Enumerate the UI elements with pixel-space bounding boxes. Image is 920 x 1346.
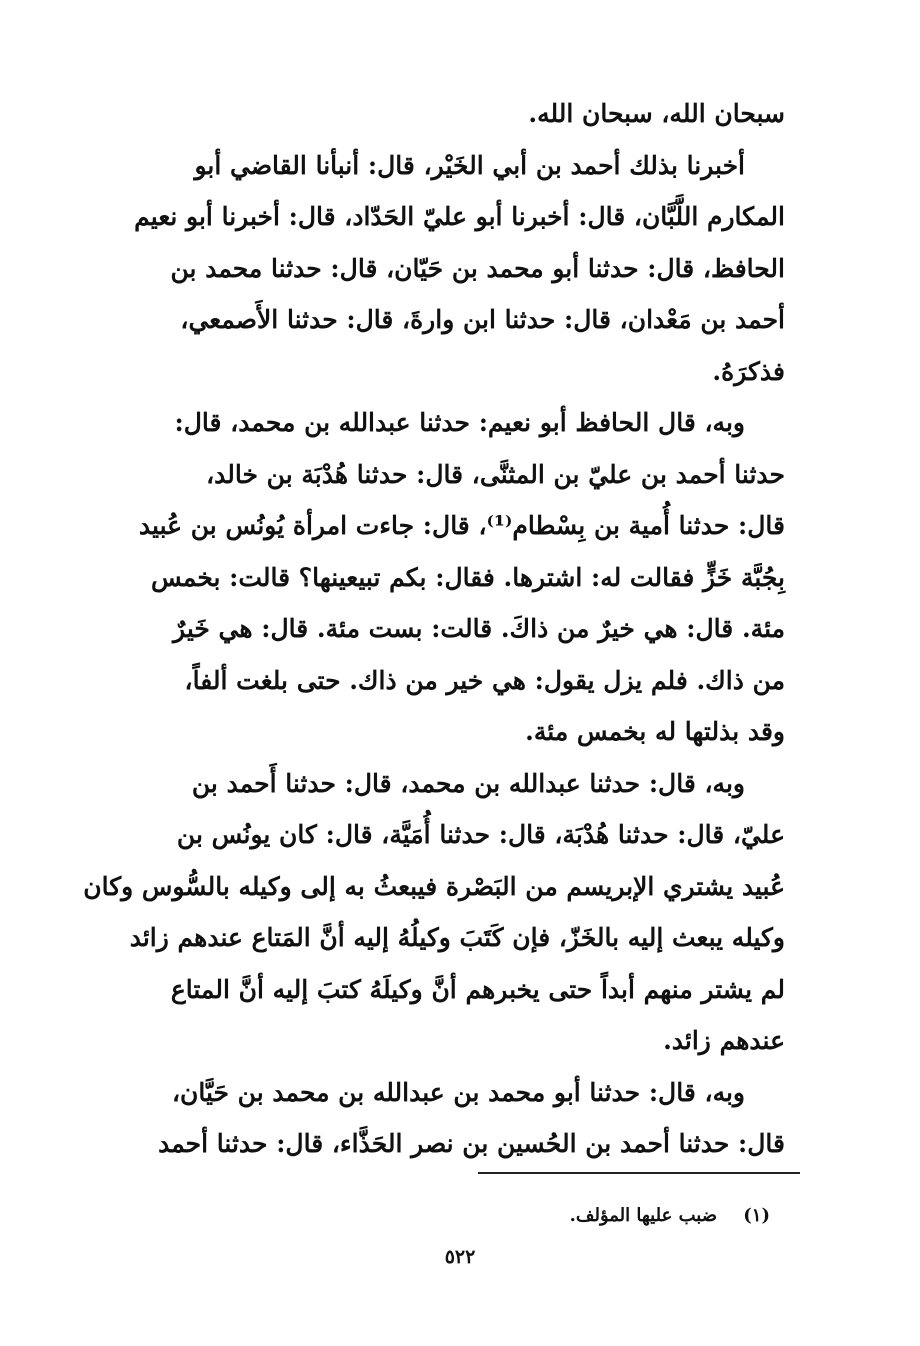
page-number: ٥٢٢ — [444, 1246, 476, 1268]
footnote-number: (١) — [743, 1205, 770, 1226]
text-line: مئة. قال: هي خيرٌ من ذاكَ. قالت: بست مئة. قال: هي خَيرٌ — [173, 614, 785, 643]
text-line: حدثنا أحمد بن عليّ بن المثنَّى، قال: حدثنا هُدْبَة بن خالد، — [206, 459, 785, 489]
text-line: وبه، قال: حدثنا أبو محمد بن عبدالله بن محمد بن حَيَّان، — [171, 1077, 745, 1107]
text-line: وبه، قال: حدثنا عبدالله بن محمد، قال: حدثنا أَحمد بن — [191, 768, 745, 798]
text-line: وكيله يبعث إليه بالخَزّ، فإن كَتَبَ وكيلُهُ إليه أنَّ المَتاع عندهم زائد — [129, 923, 785, 952]
text-line: بِجُبَّة خَزٍّ فقالت له: اشترها. فقال: بكم تبيعينها؟ قالت: بخمس — [151, 562, 785, 592]
footnote — [570, 1202, 770, 1230]
text-line: أحمد بن مَعْدان، قال: حدثنا ابن وارةَ، قال: حدثنا الأَصمعي، — [180, 305, 785, 334]
text-line: وبه، قال الحافظ أبو نعيم: حدثنا عبدالله بن محمد، قال: — [174, 408, 745, 437]
text-line: قال: حدثنا أُمية بن بِسْطام⁽¹⁾، قال: جاءت امرأة يُونُس بن عُبيد — [138, 511, 785, 540]
text-line: وقد بذلتها له بخمس مئة. — [525, 717, 785, 746]
footnote-divider — [478, 1172, 800, 1174]
text-line: قال: حدثنا أحمد بن الحُسين بن نصر الحَذَّاء، قال: حدثنا أحمد — [158, 1129, 785, 1158]
footnote-text: ضبب عليها المؤلف. — [569, 1205, 717, 1226]
text-line: سبحان الله، سبحان الله. — [528, 99, 785, 128]
text-line: عليّ، قال: حدثنا هُدْبَة، قال: حدثنا أُمَيَّة، قال: كان يونُس بن — [176, 820, 785, 849]
text-line: من ذاك. فلم يزل يقول: هي خير من ذاك. حتى بلغت ألفاً، — [184, 665, 785, 695]
text-line: الحافظ، قال: حدثنا أبو محمد بن حَيّان، قال: حدثنا محمد بن — [170, 253, 785, 283]
text-line: فذكرَهُ. — [712, 356, 785, 386]
text-line: عُبيد يشتري الإبريسم من البَصْرة فيبعثُ به إلى وكيله بالسُّوس وكان — [83, 871, 785, 901]
text-line: المكارم اللَّبَّان، قال: أخبرنا أبو عليّ الحَدّاد، قال: أخبرنا أبو نعيم — [134, 202, 785, 231]
page-body — [80, 88, 785, 1170]
text-line: أخبرنا بذلك أحمد بن أبي الخَيْر، قال: أنبأنا القاضي أبو — [194, 150, 745, 180]
text-line: عندهم زائد. — [663, 1026, 785, 1055]
text-line: لم يشتر منهم أبداً حتى يخبرهم أنَّ وكيلَهُ كتبَ إليه أنَّ المتاع — [170, 974, 785, 1004]
